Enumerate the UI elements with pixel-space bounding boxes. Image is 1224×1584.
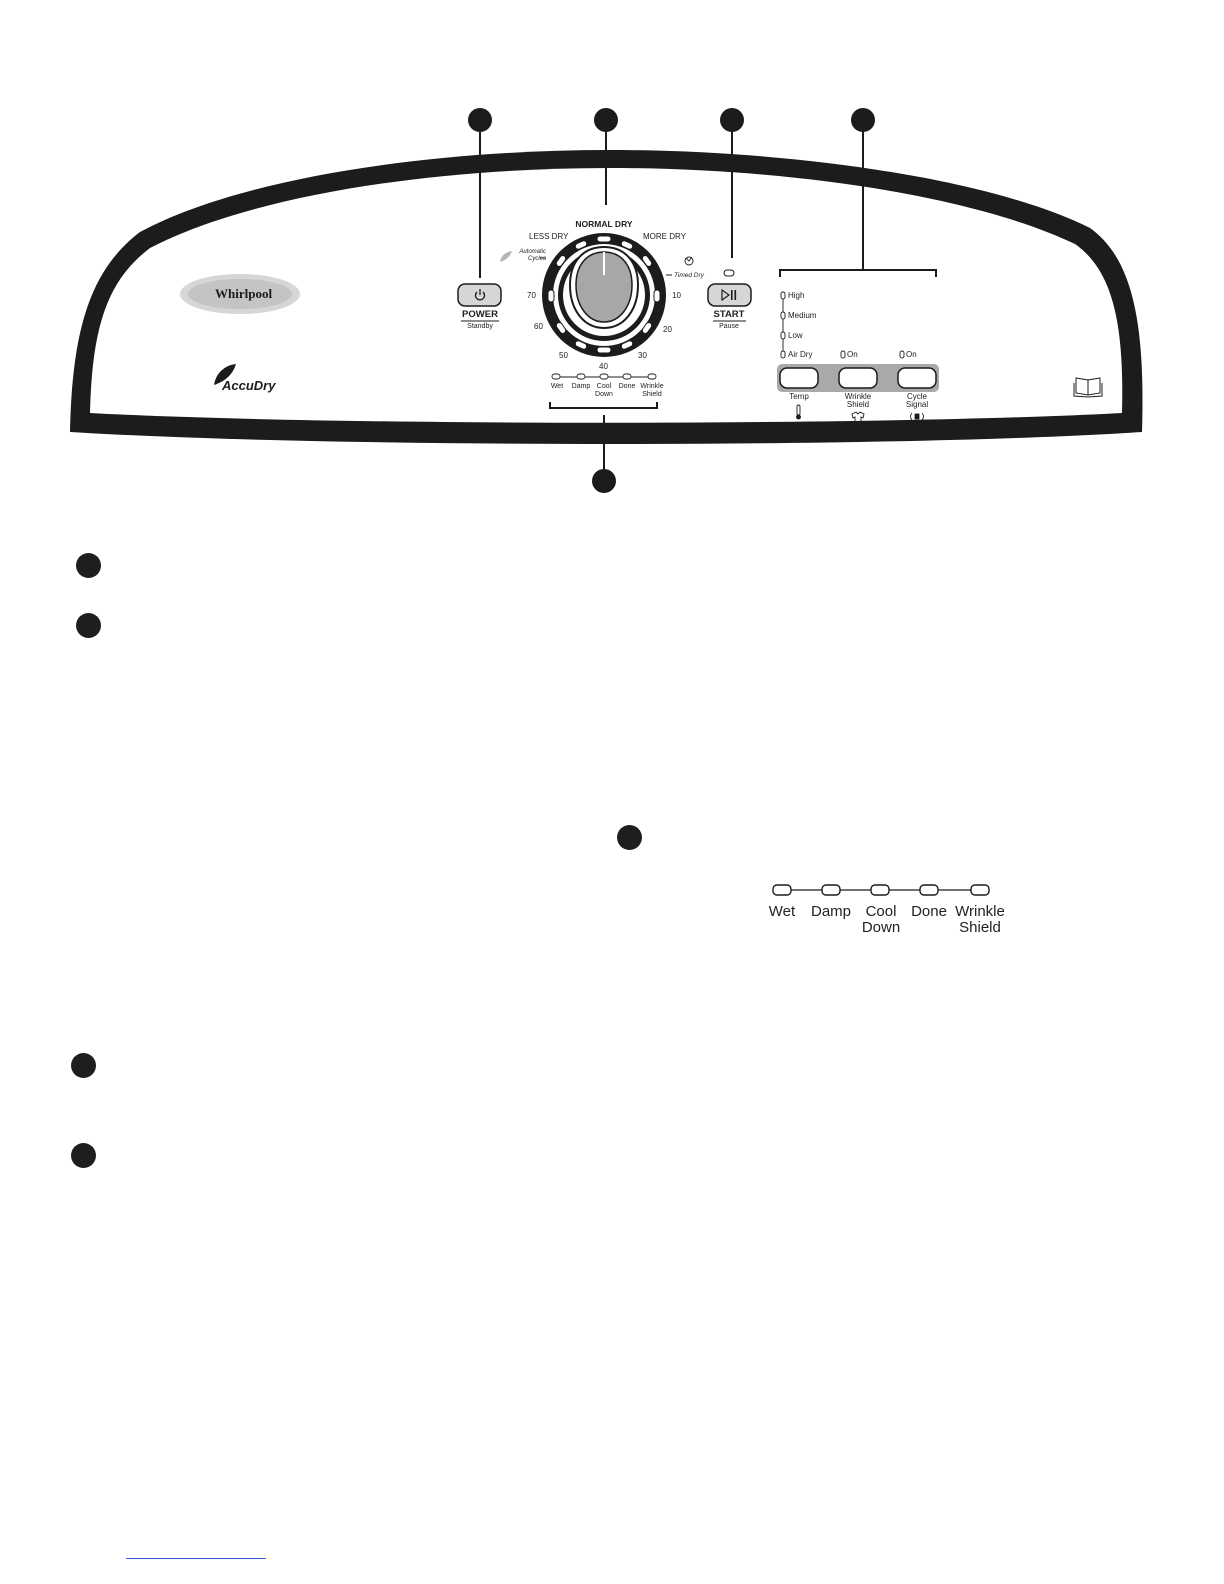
time-10: 10	[672, 291, 681, 300]
wrinkle-button-label: Wrinkle	[844, 392, 872, 401]
signal-on-label: On	[906, 350, 917, 359]
status-small-wet: Wet	[550, 383, 564, 390]
start-label: START	[713, 309, 745, 320]
legend-bullet-4	[71, 1053, 96, 1078]
time-70: 70	[527, 291, 536, 300]
temp-button-label: Temp	[789, 392, 809, 401]
callout-dot-options	[851, 108, 875, 132]
accudry-label: AccuDry	[222, 378, 276, 393]
more-dry-label: MORE DRY	[643, 232, 686, 241]
status-small-damp: Damp	[571, 383, 591, 390]
standby-label: Standby	[467, 323, 493, 330]
callout-dot-start	[720, 108, 744, 132]
status-small-down: Down	[595, 391, 613, 398]
status-strip-enlarged	[760, 880, 1020, 900]
start-button[interactable]	[708, 284, 751, 306]
temp-low-label: Low	[788, 331, 803, 340]
status-small-shield: Shield	[642, 391, 662, 398]
footer-link[interactable]	[126, 1558, 266, 1559]
cycle-signal-button[interactable]	[898, 368, 936, 388]
time-30: 30	[638, 351, 647, 360]
temp-button[interactable]	[780, 368, 818, 388]
less-dry-label: LESS DRY	[529, 232, 569, 241]
signal-button-label-2: Signal	[905, 400, 929, 409]
brand-logo: Whirlpool	[215, 286, 273, 301]
legend-bullet-1	[76, 553, 101, 578]
wrinkle-shield-button[interactable]	[839, 368, 877, 388]
time-50: 50	[559, 351, 568, 360]
time-40: 40	[599, 362, 608, 371]
timed-dry-label: Timed Dry	[674, 272, 704, 279]
legend-bullet-2	[76, 613, 101, 638]
status-wet-label: Wet	[768, 903, 796, 920]
status-cool-label: Cool	[865, 903, 897, 920]
status-small-cool: Cool	[596, 383, 612, 390]
status-small-done: Done	[618, 383, 636, 390]
automatic-cycles-label: Automatic Cycles	[519, 249, 546, 262]
legend-bullet-5	[71, 1143, 96, 1168]
wrinkle-on-label: On	[847, 350, 858, 359]
status-done-label: Done	[911, 903, 947, 920]
pause-label: Pause	[719, 323, 739, 330]
status-shield-label: Shield	[959, 919, 1001, 936]
temp-medium-label: Medium	[788, 311, 817, 320]
time-60: 60	[534, 322, 543, 331]
signal-button-label: Cycle	[906, 392, 927, 401]
power-label: POWER	[462, 309, 498, 320]
status-damp-label: Damp	[810, 903, 851, 920]
status-wrinkle-label: Wrinkle	[955, 903, 1005, 920]
wrinkle-button-label-2: Shield	[846, 400, 870, 409]
callout-dot-status	[592, 469, 616, 493]
temp-high-label: High	[788, 291, 805, 300]
status-down-label: Down	[861, 919, 901, 936]
power-button[interactable]	[458, 284, 501, 306]
cycle-dial-knob[interactable]	[570, 247, 638, 328]
legend-bullet-3	[617, 825, 642, 850]
callout-dot-dial	[594, 108, 618, 132]
callout-dot-power	[468, 108, 492, 132]
normal-dry-label: NORMAL DRY	[575, 219, 633, 229]
time-20: 20	[663, 325, 672, 334]
temp-airdry-label: Air Dry	[788, 350, 813, 359]
status-small-wrinkle: Wrinkle	[640, 383, 664, 390]
